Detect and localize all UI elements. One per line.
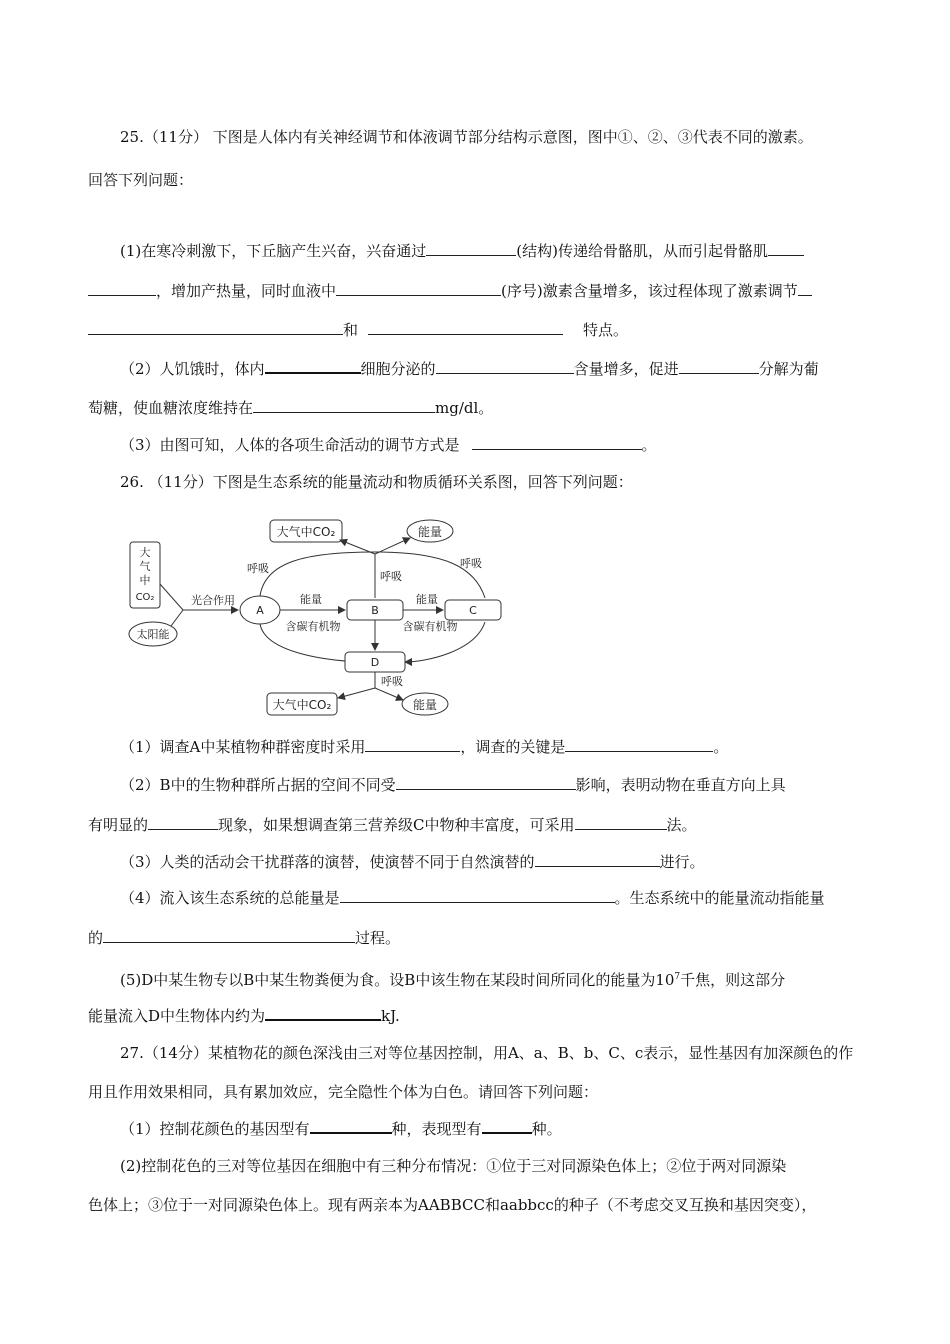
q27-part2-line1: (2)控制花色的三对等位基因在细胞中有三种分布情况：①位于三对同源染色体上；②位于两对同源染 xyxy=(120,1157,787,1175)
answer-blank[interactable] xyxy=(436,359,574,374)
q25-part1-line3: 和 特点。 xyxy=(88,320,628,340)
q26-part2-line2: 有明显的 现象，如果想调查第三营养级C中物种丰富度，可采用 法。 xyxy=(88,816,697,834)
q27-part2-line2: 色体上；③位于一对同源染色体上。现有两亲本为AABBCC和aabbcc的种子（不考虑交叉互换和基因突变）， xyxy=(88,1196,817,1214)
q25-title-cont: 回答下列问题： xyxy=(88,171,194,189)
answer-blank[interactable] xyxy=(336,281,501,296)
energy-flow-diagram xyxy=(125,512,505,722)
answer-blank[interactable] xyxy=(472,435,642,450)
q26-part5-line1: (5)D中某生物专以B中某生物粪便为食。设B中该生物在某段时间所同化的能量为$10^7$千焦，则这部分 xyxy=(120,971,786,989)
photosynthesis-label: 光合作用 xyxy=(191,594,235,607)
q27-title-cont: 用且作用效果相同，具有累加效应，完全隐性个体为白色。请回答下列问题： xyxy=(88,1083,599,1101)
q26-part1: （1）调查A中某植物种群密度时采用 ，调查的关键是 。 xyxy=(120,738,729,756)
node-a-label: A xyxy=(256,604,264,617)
to-energy-top-arrow xyxy=(375,538,410,554)
resp-mid-label: 呼吸 xyxy=(380,570,402,583)
answer-blank[interactable] xyxy=(798,281,812,296)
energy-top-label: 能量 xyxy=(417,525,443,539)
atm-co2-left-char: 大 xyxy=(139,546,151,559)
atm-co2-top-label: 大气中CO₂ xyxy=(276,525,336,539)
answer-blank[interactable] xyxy=(535,852,660,867)
answer-blank[interactable] xyxy=(265,358,361,374)
q25-part1-line2: ，增加产热量，同时血液中 (序号)激素含量增多，该过程体现了激素调节 xyxy=(88,281,812,301)
q26-part4-line2: 的 过程。 xyxy=(88,929,401,947)
resp-left-label: 呼吸 xyxy=(247,562,269,575)
answer-blank[interactable] xyxy=(103,928,355,943)
converge-line xyxy=(171,610,183,626)
answer-blank[interactable] xyxy=(426,241,516,256)
carbon-bc-label: 含碳有机物 xyxy=(402,620,458,633)
answer-blank[interactable] xyxy=(768,241,804,256)
answer-blank[interactable] xyxy=(265,1005,381,1021)
to-energy-bottom-arrow xyxy=(375,688,403,700)
node-d-label: D xyxy=(370,656,380,669)
answer-blank[interactable] xyxy=(253,398,435,413)
atm-co2-left-char: 气 xyxy=(139,560,151,573)
atm-co2-left-char: 中 xyxy=(139,574,151,587)
answer-blank[interactable] xyxy=(482,1118,532,1134)
converge-line xyxy=(160,584,183,610)
answer-blank[interactable] xyxy=(365,737,460,752)
energy-bottom-label: 能量 xyxy=(412,698,438,712)
answer-blank[interactable] xyxy=(88,281,156,296)
q25-part2-line2: 萄糖，使血糖浓度维持在 mg/dl。 xyxy=(88,399,494,417)
q25-part1-line1: (1)在寒冷刺激下，下丘脑产生兴奋，兴奋通过 (结构)传递给骨骼肌，从而引起骨骼肌 xyxy=(120,241,804,261)
answer-blank[interactable] xyxy=(396,775,576,790)
answer-blank[interactable] xyxy=(565,737,713,752)
q26-part4-line1: （4）流入该生态系统的总能量是 。生态系统中的能量流动指能量 xyxy=(120,889,825,907)
answer-blank[interactable] xyxy=(148,815,218,830)
q25-part3: （3）由图可知，人体的各项生命活动的调节方式是 。 xyxy=(120,436,657,454)
q26-part3: （3）人类的活动会干扰群落的演替，使演替不同于自然演替的 进行。 xyxy=(120,853,705,871)
answer-blank[interactable] xyxy=(88,320,343,335)
respiration-loop-top xyxy=(260,552,485,598)
answer-blank[interactable] xyxy=(310,1118,392,1134)
to-co2-bottom-arrow xyxy=(338,688,375,698)
energy-ab-label: 能量 xyxy=(300,593,322,606)
q27-part1: （1）控制花颜色的基因型有 种，表现型有 种。 xyxy=(120,1120,562,1138)
atm-co2-left-char: CO₂ xyxy=(135,592,155,603)
resp-bottom-label: 呼吸 xyxy=(381,675,403,688)
answer-blank[interactable] xyxy=(340,888,615,903)
energy-bc-label: 能量 xyxy=(416,593,438,606)
node-b-label: B xyxy=(371,604,379,617)
resp-right-label: 呼吸 xyxy=(460,557,482,570)
answer-blank[interactable] xyxy=(368,320,563,335)
q25-part2-line1: （2）人饥饿时，体内 细胞分泌的 含量增多，促进 分解为葡 xyxy=(120,360,819,378)
answer-blank[interactable] xyxy=(679,359,759,374)
q26-title: 26. （11分）下图是生态系统的能量流动和物质循环关系图，回答下列问题： xyxy=(120,473,633,491)
carbon-ab-label: 含碳有机物 xyxy=(285,620,341,633)
q26-part2-line1: （2）B中的生物种群所占据的空间不同受 影响，表明动物在垂直方向上具 xyxy=(120,776,786,794)
answer-blank[interactable] xyxy=(575,815,667,830)
q25-title: 25.（11分） 下图是人体内有关神经调节和体液调节部分结构示意图，图中①、②、③代表不同的激素。 xyxy=(120,128,813,146)
q26-part5-line2: 能量流入D中生物体内约为 kJ. xyxy=(88,1007,400,1025)
sun-label: 太阳能 xyxy=(136,628,170,641)
atm-co2-bottom-label: 大气中CO₂ xyxy=(272,698,332,712)
q27-title: 27.（14分）某植物花的颜色深浅由三对等位基因控制，用A、a、B、b、C、c表示，显性基因有加深颜色的作 xyxy=(120,1044,854,1062)
node-c-label: C xyxy=(469,604,477,617)
